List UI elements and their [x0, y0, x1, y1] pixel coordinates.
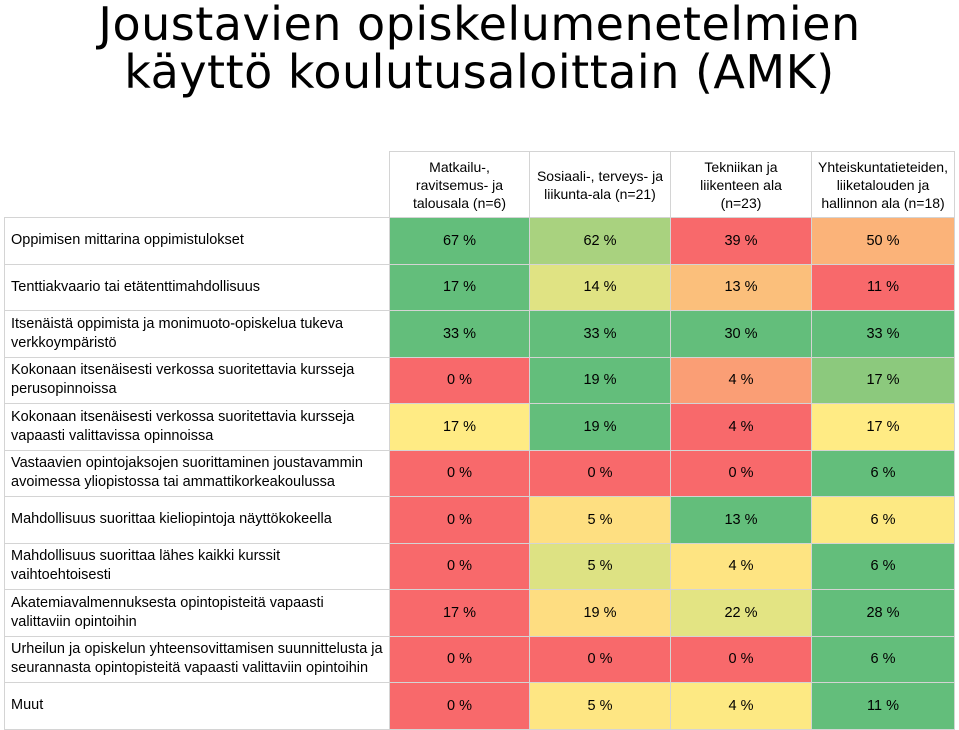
corner-cell	[5, 152, 390, 218]
heatmap-cell: 0 %	[390, 636, 530, 683]
heatmap-cell: 11 %	[812, 264, 955, 311]
heatmap-cell: 22 %	[671, 590, 812, 637]
row-label: Mahdollisuus suorittaa kieliopintoja näyttökokeella	[5, 497, 390, 544]
heatmap-cell: 17 %	[812, 357, 955, 404]
heatmap-cell: 30 %	[671, 311, 812, 358]
heatmap-table	[4, 151, 955, 730]
heatmap-body	[5, 218, 955, 730]
heatmap-cell: 6 %	[812, 543, 955, 590]
table-row	[5, 450, 955, 497]
heatmap-cell: 67 %	[390, 218, 530, 265]
heatmap-cell: 4 %	[671, 683, 812, 730]
column-header: Matkailu-, ravitsemus- ja talousala (n=6)	[390, 152, 530, 218]
table-row	[5, 683, 955, 730]
heatmap-cell: 39 %	[671, 218, 812, 265]
table-row	[5, 590, 955, 637]
row-label: Akatemiavalmennuksesta opintopisteitä vapaasti valittaviin opintoihin	[5, 590, 390, 637]
heatmap-cell: 0 %	[530, 450, 671, 497]
heatmap-cell: 33 %	[390, 311, 530, 358]
title-line-1: Joustavien opiskelumenetelmien	[98, 0, 861, 51]
heatmap-cell: 13 %	[671, 497, 812, 544]
heatmap-cell: 4 %	[671, 357, 812, 404]
heatmap-cell: 0 %	[390, 497, 530, 544]
table-row	[5, 311, 955, 358]
row-label: Urheilun ja opiskelun yhteensovittamisen suunnittelusta ja seurannasta opintopisteitä vapaasti valittaviin opintoihin	[5, 636, 390, 683]
row-label: Vastaavien opintojaksojen suorittaminen joustavammin avoimessa yliopistossa tai ammattikorkeakoulussa	[5, 450, 390, 497]
row-label: Muut	[5, 683, 390, 730]
row-label: Itsenäistä oppimista ja monimuoto-opiskelua tukeva verkkoympäristö	[5, 311, 390, 358]
heatmap-cell: 19 %	[530, 590, 671, 637]
heatmap-cell: 33 %	[812, 311, 955, 358]
column-header: Yhteiskuntatieteiden, liiketalouden ja hallinnon ala (n=18)	[812, 152, 955, 218]
heatmap-cell: 4 %	[671, 404, 812, 451]
row-label: Mahdollisuus suorittaa lähes kaikki kurssit vaihtoehtoisesti	[5, 543, 390, 590]
heatmap-cell: 6 %	[812, 450, 955, 497]
table-row	[5, 404, 955, 451]
heatmap-cell: 17 %	[390, 590, 530, 637]
column-header: Sosiaali-, terveys- ja liikunta-ala (n=21)	[530, 152, 671, 218]
heatmap-cell: 28 %	[812, 590, 955, 637]
heatmap-cell: 0 %	[390, 357, 530, 404]
heatmap-cell: 5 %	[530, 543, 671, 590]
heatmap-cell: 62 %	[530, 218, 671, 265]
table-row	[5, 264, 955, 311]
heatmap-cell: 6 %	[812, 497, 955, 544]
heatmap-cell: 17 %	[390, 264, 530, 311]
title-line-2: käyttö koulutusaloittain (AMK)	[124, 45, 835, 99]
table-row	[5, 636, 955, 683]
table-row	[5, 218, 955, 265]
heatmap-cell: 6 %	[812, 636, 955, 683]
heatmap-cell: 17 %	[390, 404, 530, 451]
header-row	[5, 152, 955, 218]
heatmap-cell: 14 %	[530, 264, 671, 311]
heatmap-cell: 0 %	[390, 450, 530, 497]
heatmap-cell: 0 %	[671, 636, 812, 683]
page-title	[0, 0, 959, 99]
heatmap-cell: 11 %	[812, 683, 955, 730]
table-row	[5, 497, 955, 544]
heatmap-cell: 17 %	[812, 404, 955, 451]
table-row	[5, 357, 955, 404]
heatmap-cell: 5 %	[530, 497, 671, 544]
heatmap-cell: 0 %	[530, 636, 671, 683]
heatmap-cell: 0 %	[671, 450, 812, 497]
heatmap-cell: 19 %	[530, 404, 671, 451]
heatmap-cell: 50 %	[812, 218, 955, 265]
row-label: Kokonaan itsenäisesti verkossa suoritettavia kursseja perusopinnoissa	[5, 357, 390, 404]
row-label: Oppimisen mittarina oppimistulokset	[5, 218, 390, 265]
heatmap-cell: 0 %	[390, 543, 530, 590]
heatmap-cell: 13 %	[671, 264, 812, 311]
row-label: Tenttiakvaario tai etätenttimahdollisuus	[5, 264, 390, 311]
table-row	[5, 543, 955, 590]
heatmap-cell: 5 %	[530, 683, 671, 730]
heatmap-cell: 33 %	[530, 311, 671, 358]
column-header: Tekniikan ja liikenteen ala (n=23)	[671, 152, 812, 218]
row-label: Kokonaan itsenäisesti verkossa suoritettavia kursseja vapaasti valittavissa opinnoissa	[5, 404, 390, 451]
heatmap-cell: 0 %	[390, 683, 530, 730]
heatmap-cell: 4 %	[671, 543, 812, 590]
heatmap-cell: 19 %	[530, 357, 671, 404]
